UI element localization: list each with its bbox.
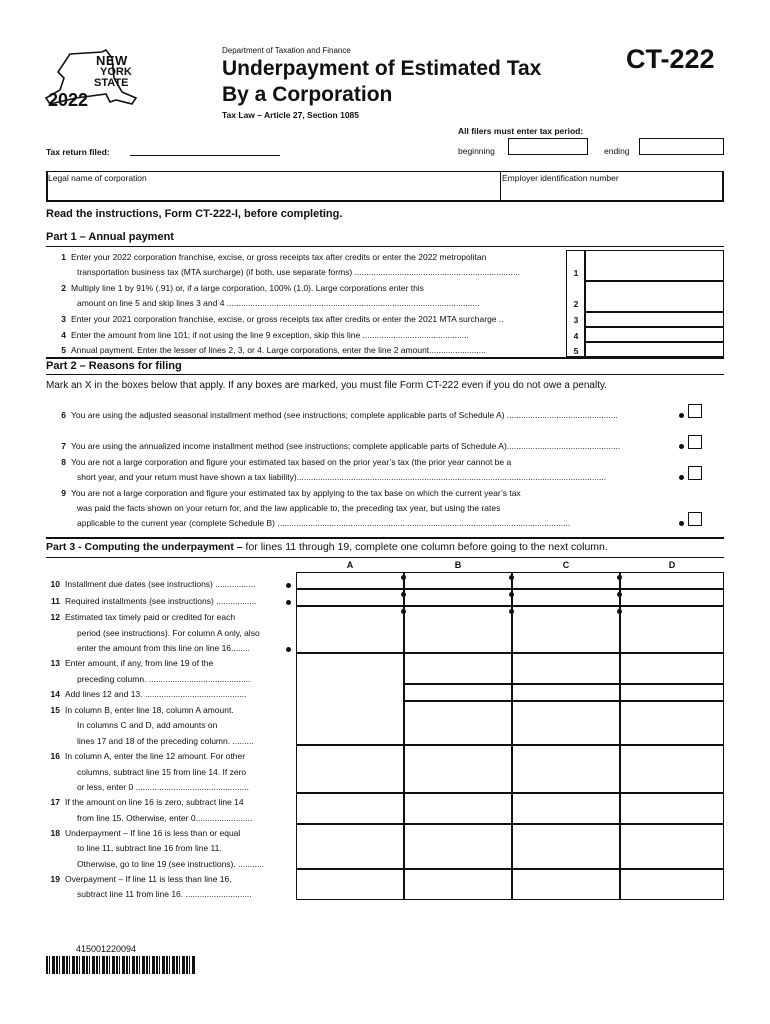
line17-col-c[interactable] — [512, 793, 620, 824]
line10-bullet — [286, 583, 291, 588]
line10-col-d[interactable] — [620, 572, 724, 589]
col-d-line11-bullet — [617, 592, 622, 597]
line18-col-a[interactable] — [296, 824, 404, 869]
state-logo-state: STATE — [94, 77, 129, 89]
state-logo-new: NEW — [96, 53, 128, 68]
part3-divider-top — [46, 537, 724, 539]
line13-col-b[interactable] — [404, 653, 512, 684]
part2-line6: 6 You are using the adjusted seasonal installment method (see instructions; complete applicable parts of Schedule A) ............................................... — [61, 410, 618, 420]
period-ending-field[interactable] — [639, 138, 724, 155]
barcode-number: 415001220094 — [76, 944, 137, 954]
line11-col-d[interactable] — [620, 589, 724, 606]
line14-col-b[interactable] — [404, 684, 512, 701]
ending-label: ending — [604, 146, 630, 156]
part3-line13-cont: preceding column. ........................................... — [77, 674, 251, 684]
ein-label: Employer identification number — [502, 173, 619, 183]
line18-col-d[interactable] — [620, 824, 724, 869]
part2-divider — [46, 374, 724, 375]
period-beginning-field[interactable] — [508, 138, 588, 155]
column-header-a: A — [346, 560, 354, 570]
tax-return-filed-label: Tax return filed: — [46, 147, 110, 157]
line14-col-d[interactable] — [620, 684, 724, 701]
line18-col-c[interactable] — [512, 824, 620, 869]
legal-name-label: Legal name of corporation — [48, 173, 147, 183]
line8-checkbox[interactable] — [688, 466, 702, 480]
tax-law-reference: Tax Law – Article 27, Section 1085 — [222, 110, 360, 120]
line13-col-a-shaded — [296, 653, 404, 745]
part1-divider — [46, 246, 724, 247]
part2-line9: 9 You are not a large corporation and figure your estimated tax by applying to the tax base on which the current year’s tax — [61, 488, 521, 498]
part3-line16-cont1: columns, subtract line 15 from line 14. If zero — [77, 767, 247, 777]
line9-bullet — [679, 521, 684, 526]
form-number: CT-222 — [626, 44, 715, 74]
part1-box-label-2: 2 — [573, 299, 579, 309]
part1-line1-cont: transportation business tax (MTA surcharge) (if both, use separate forms) ...................................................................... — [77, 267, 520, 277]
part3-line12-cont2: enter the amount from this line on line 16........ — [77, 643, 250, 653]
col-b-line12-bullet — [401, 609, 406, 614]
line14-col-c[interactable] — [512, 684, 620, 701]
part1-line1: 1 Enter your 2022 corporation franchise, excise, or gross receipts tax after credits or enter the 2022 metropolitan — [61, 252, 487, 262]
part2-line9-cont1: was paid the facts shown on your return for, and the law applicable to, the preceding tax year, but using the rates — [77, 503, 501, 513]
part1-line1-amount[interactable] — [585, 250, 724, 281]
line19-col-c[interactable] — [512, 869, 620, 900]
line7-bullet — [679, 444, 684, 449]
line15-col-c[interactable] — [512, 701, 620, 745]
part1-box-label-5: 5 — [573, 346, 579, 356]
line16-col-a[interactable] — [296, 745, 404, 793]
column-header-c: C — [562, 560, 570, 570]
part3-line16-cont2: or less, enter 0 ................................................ — [77, 782, 249, 792]
line15-col-b[interactable] — [404, 701, 512, 745]
part3-line13: 13 Enter amount, if any, from line 19 of the — [50, 658, 214, 668]
barcode — [46, 956, 196, 974]
part3-line12-cont1: period (see instructions). For column A only, also — [77, 628, 260, 638]
col-d-line12-bullet — [617, 609, 622, 614]
line6-checkbox[interactable] — [688, 404, 702, 418]
part3-line15: 15 In column B, enter line 18, column A amount. — [50, 705, 234, 715]
part3-line15-cont2: lines 17 and 18 of the preceding column. ......... — [77, 736, 254, 746]
part3-title: Part 3 - Computing the underpayment – for lines 11 through 19, complete one column before going to the next column. — [46, 541, 608, 553]
part1-box-label-4: 4 — [573, 331, 579, 341]
part3-line11: 11 Required installments (see instructions) ................. — [51, 596, 257, 606]
form-title-line2: By a Corporation — [222, 83, 393, 106]
part2-line7: 7 You are using the annualized income installment method (see instructions; complete applicable parts of Schedule A)................................................ — [61, 441, 621, 451]
col-c-line11-bullet — [509, 592, 514, 597]
part1-line2: 2 Multiply line 1 by 91% (.91) or, if a large corporation, 100% (1.0). Large corporations enter this — [61, 283, 424, 293]
line16-col-c[interactable] — [512, 745, 620, 793]
instructions-note: Read the instructions, Form CT-222-I, before completing. — [46, 208, 343, 220]
col-b-line10-bullet — [401, 575, 406, 580]
line10-col-a[interactable] — [296, 572, 404, 589]
line9-checkbox[interactable] — [688, 512, 702, 526]
part2-title: Part 2 – Reasons for filing — [46, 360, 182, 372]
col-c-line12-bullet — [509, 609, 514, 614]
part3-line19: 19 Overpayment – If line 11 is less than line 16, — [50, 874, 232, 884]
part3-line18-cont2: Otherwise, go to line 19 (see instructions). ........... — [77, 859, 265, 869]
part1-line5: 5 Annual payment. Enter the lesser of lines 2, 3, or 4. Large corporations, enter the line 2 amount........................ — [61, 345, 486, 355]
beginning-label: beginning — [458, 146, 495, 156]
part1-line2-cont: amount on line 5 and skip lines 3 and 4 ........................................................................................................... — [77, 298, 480, 308]
part3-line17-cont: from line 15. Otherwise, enter 0........................ — [77, 813, 253, 823]
part2-line8: 8 You are not a large corporation and figure your estimated tax based on the prior year’s tax (the prior year cannot be a — [61, 457, 512, 467]
department-name: Department of Taxation and Finance — [222, 46, 351, 55]
line13-col-d[interactable] — [620, 653, 724, 684]
part3-line18-cont1: to line 11, subtract line 16 from line 11. — [77, 843, 222, 853]
line17-col-b[interactable] — [404, 793, 512, 824]
part3-divider — [46, 557, 724, 558]
line18-col-b[interactable] — [404, 824, 512, 869]
line11-col-b[interactable] — [404, 589, 512, 606]
line19-col-b[interactable] — [404, 869, 512, 900]
part1-line4-amount[interactable] — [585, 327, 724, 342]
line19-col-d-shaded — [620, 869, 724, 900]
part1-line3: 3 Enter your 2021 corporation franchise, excise, or gross receipts tax after credits or enter the 2021 MTA surcharge .. — [61, 314, 504, 324]
line12-col-c[interactable] — [512, 606, 620, 653]
part3-line12: 12 Estimated tax timely paid or credited for each — [50, 612, 236, 622]
line12-bullet — [286, 647, 291, 652]
part2-divider-top — [46, 357, 724, 359]
column-header-d: D — [668, 560, 676, 570]
part3-line10: 10 Installment due dates (see instructions) ................. — [50, 579, 256, 589]
line17-col-a-shaded — [296, 793, 404, 824]
part3-line16: 16 In column A, enter the line 12 amount. For other — [50, 751, 246, 761]
part2-line8-cont: short year, and your return must have shown a tax liability)................................................................................................................................... — [77, 472, 607, 482]
part3-grid — [296, 572, 724, 900]
col-d-line10-bullet — [617, 575, 622, 580]
part1-box-label-3: 3 — [573, 315, 579, 325]
line17-col-d-shaded — [620, 793, 724, 824]
line12-col-a[interactable] — [296, 606, 404, 653]
tax-return-filed-field[interactable] — [130, 155, 280, 156]
col-c-line10-bullet — [509, 575, 514, 580]
line16-col-b[interactable] — [404, 745, 512, 793]
line19-col-a[interactable] — [296, 869, 404, 900]
part1-line3-amount[interactable] — [585, 312, 724, 327]
line10-col-b[interactable] — [404, 572, 512, 589]
column-header-b: B — [454, 560, 462, 570]
tax-period-note: All filers must enter tax period: — [458, 126, 584, 136]
line15-col-d[interactable] — [620, 701, 724, 745]
form-year: 2022 — [48, 90, 89, 110]
part1-line4: 4 Enter the amount from line 101; if not using the line 9 exception, skip this line ............................................. — [61, 330, 469, 340]
part2-line9-cont2: applicable to the current year (complete Schedule B) ............................................................................................................................ — [77, 518, 571, 528]
line12-col-d[interactable] — [620, 606, 724, 653]
part1-box-label-1: 1 — [573, 268, 579, 278]
part1-line2-amount[interactable] — [585, 281, 724, 312]
line6-bullet — [679, 413, 684, 418]
line13-col-c[interactable] — [512, 653, 620, 684]
line11-col-a[interactable] — [296, 589, 404, 606]
col-b-line11-bullet — [401, 592, 406, 597]
part2-intro: Mark an X in the boxes below that apply. If any boxes are marked, you must file Form CT-222 even if you do not owe a penalty. — [46, 380, 608, 391]
part3-line17: 17 If the amount on line 16 is zero, subtract line 14 — [50, 797, 244, 807]
state-logo-york: YORK — [100, 66, 132, 78]
line10-col-c[interactable] — [512, 572, 620, 589]
part3-line14: 14 Add lines 12 and 13. ........................................... — [50, 689, 247, 699]
part3-line18: 18 Underpayment – If line 16 is less than or equal — [50, 828, 241, 838]
part1-line5-amount[interactable] — [585, 342, 724, 357]
part3-line19-cont: subtract line 11 from line 16. ............................ — [77, 889, 252, 899]
part3-line15-cont1: In columns C and D, add amounts on — [77, 720, 218, 730]
part1-title: Part 1 – Annual payment — [46, 231, 174, 243]
line11-bullet — [286, 600, 291, 605]
line8-bullet — [679, 475, 684, 480]
line11-col-c[interactable] — [512, 589, 620, 606]
line12-col-b[interactable] — [404, 606, 512, 653]
form-title-line1: Underpayment of Estimated Tax — [222, 57, 542, 80]
line16-col-d[interactable] — [620, 745, 724, 793]
line7-checkbox[interactable] — [688, 435, 702, 449]
